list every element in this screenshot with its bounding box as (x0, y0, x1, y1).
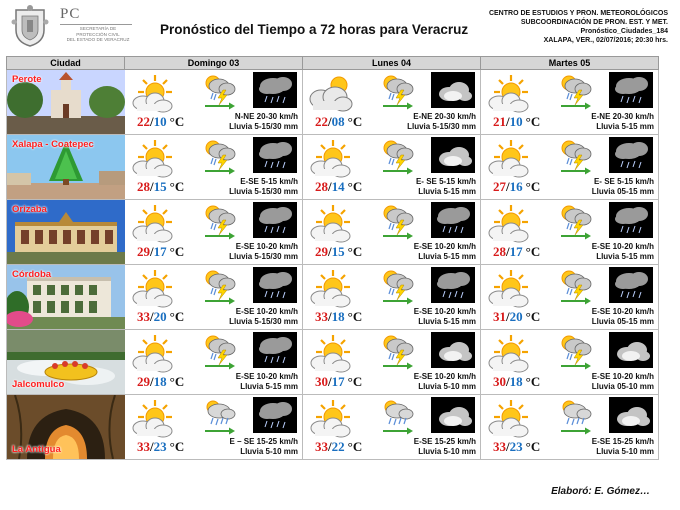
temp-separator: / (150, 244, 154, 259)
city-name: Jalcomulco (12, 379, 65, 390)
forecast-cell (303, 330, 481, 395)
temp-unit: °C (347, 439, 363, 454)
temperature (315, 114, 362, 130)
wind-text: E-NE 20-30 km/h (413, 112, 476, 121)
temp-unit: °C (169, 244, 185, 259)
temp-min: 15 (331, 244, 345, 259)
partly-cloudy-icon (485, 398, 533, 440)
night-rain-icon (253, 137, 297, 173)
temp-max: 29 (137, 244, 150, 259)
partly-cloudy-icon (485, 73, 533, 115)
temperature (315, 374, 362, 390)
forecast-cell (125, 330, 303, 395)
partly-cloudy-icon (485, 203, 533, 245)
night-cloudy-icon (609, 332, 653, 368)
wind-text: E-SE 10-20 km/h (591, 307, 654, 316)
city-name: Córdoba (12, 269, 52, 280)
temperature (137, 374, 184, 390)
forecast-cell (481, 330, 659, 395)
storm-wind-icon (379, 137, 415, 175)
wind-text: E- SE 5-15 km/h (593, 177, 654, 186)
night-rain-icon (431, 202, 475, 238)
forecast-cell (125, 265, 303, 330)
temp-max: 28 (493, 244, 506, 259)
forecast-cell (481, 395, 659, 460)
storm-wind-icon (379, 267, 415, 305)
rain-wind-icon (557, 397, 593, 435)
temp-max: 28 (315, 179, 328, 194)
temperature (493, 179, 540, 195)
temperature (137, 179, 184, 195)
partly-cloudy-icon (129, 138, 177, 180)
temp-unit: °C (525, 309, 541, 324)
temperature (493, 244, 540, 260)
storm-wind-icon (201, 137, 237, 175)
wind-text: E- SE 5-15 km/h (415, 177, 476, 186)
rain-wind-icon (379, 397, 415, 435)
wind-text: E-SE 10-20 km/h (591, 372, 654, 381)
temp-unit: °C (347, 244, 363, 259)
rain-text: Lluvia 5-15 mm (596, 122, 654, 131)
temp-unit: °C (525, 179, 541, 194)
storm-wind-icon (379, 332, 415, 370)
wind-text: E-SE 15-25 km/h (591, 437, 654, 446)
temp-min: 23 (509, 439, 523, 454)
temp-unit: °C (347, 374, 363, 389)
rain-text: Lluvia 5-15 mm (418, 317, 476, 326)
column-header-day: Martes 05 (481, 57, 659, 70)
temp-min: 15 (153, 179, 167, 194)
temp-separator: / (506, 244, 510, 259)
temperature (137, 244, 184, 260)
storm-wind-icon (201, 202, 237, 240)
wind-text: E-SE 10-20 km/h (413, 307, 476, 316)
temp-min: 14 (331, 179, 345, 194)
storm-wind-icon (557, 72, 593, 110)
temperature (493, 374, 540, 390)
partly-cloudy-icon (307, 138, 355, 180)
temp-separator: / (150, 179, 154, 194)
night-rain-icon (609, 137, 653, 173)
forecast-cell (303, 200, 481, 265)
city-row (7, 135, 659, 200)
temp-separator: / (328, 439, 332, 454)
temp-max: 30 (315, 374, 328, 389)
city-row (7, 200, 659, 265)
temp-separator: / (506, 439, 510, 454)
column-header-day: Lunes 04 (303, 57, 481, 70)
forecast-cell (481, 135, 659, 200)
rain-text: Lluvia 5-15/30 mm (229, 122, 298, 131)
temp-separator: / (506, 309, 510, 324)
storm-wind-icon (557, 202, 593, 240)
institution-line: Pronóstico_Ciudades_184 (580, 28, 668, 35)
night-rain-icon (609, 72, 653, 108)
night-cloudy-icon (431, 397, 475, 433)
org-name: SECRETARÍA DE PROTECCIÓN CIVIL DEL ESTADO DE VERACRUZ (66, 26, 130, 42)
night-rain-icon (253, 332, 297, 368)
temperature (315, 309, 362, 325)
city-cell (7, 395, 125, 460)
partly-cloudy-icon (129, 398, 177, 440)
wind-text: E-SE 15-25 km/h (413, 437, 476, 446)
institution-line: SUBCOORDINACIÓN DE PRON. EST. Y MET. (520, 19, 668, 26)
city-row (7, 70, 659, 135)
institution-block (489, 9, 668, 45)
forecast-cell (125, 135, 303, 200)
forecast-cell (481, 200, 659, 265)
city-name: Xalapa - Coatepec (12, 139, 94, 150)
rain-text: Lluvia 5-15/30 mm (407, 122, 476, 131)
forecast-cell (125, 395, 303, 460)
temp-min: 16 (509, 179, 523, 194)
night-cloudy-icon (431, 137, 475, 173)
night-rain-icon (253, 202, 297, 238)
night-cloudy-icon (431, 332, 475, 368)
temp-max: 22 (137, 114, 150, 129)
wind-text: N-NE 20-30 km/h (234, 112, 298, 121)
rain-text: Lluvia 05-15 mm (591, 317, 654, 326)
partly-cloudy-icon (129, 268, 177, 310)
temp-max: 29 (137, 374, 150, 389)
temp-max: 28 (137, 179, 150, 194)
temp-unit: °C (169, 179, 185, 194)
storm-wind-icon (557, 267, 593, 305)
logo-text: PC (60, 6, 81, 22)
city-cell (7, 330, 125, 395)
column-header-day: Domingo 03 (125, 57, 303, 70)
temp-max: 31 (493, 309, 506, 324)
temp-min: 10 (153, 114, 167, 129)
logo-divider (60, 24, 132, 25)
temperature (315, 179, 362, 195)
institution-line: XALAPA, VER., 02/07/2016; 20:30 hrs. (543, 37, 668, 44)
city-row (7, 395, 659, 460)
rain-text: Lluvia 5-10 mm (418, 382, 476, 391)
night-rain-icon (253, 72, 297, 108)
temp-unit: °C (169, 374, 185, 389)
temperature (315, 244, 362, 260)
night-rain-icon (431, 267, 475, 303)
storm-wind-icon (557, 137, 593, 175)
rain-text: Lluvia 5-15/30 mm (229, 252, 298, 261)
partly-cloudy-icon (129, 73, 177, 115)
temp-separator: / (506, 179, 510, 194)
city-cell (7, 70, 125, 135)
rain-text: Lluvia 5-15 mm (240, 382, 298, 391)
temp-max: 33 (315, 439, 328, 454)
partly-cloudy-icon (485, 268, 533, 310)
forecast-cell (303, 70, 481, 135)
temperature (137, 439, 184, 455)
city-name: La Antigua (12, 444, 61, 455)
temp-separator: / (506, 114, 510, 129)
forecast-cell (481, 70, 659, 135)
temperature (315, 439, 362, 455)
institution-line: CENTRO DE ESTUDIOS Y PRON. METEOROLÓGICOS (488, 10, 668, 17)
city-row (7, 330, 659, 395)
storm-wind-icon (201, 72, 237, 110)
temp-max: 27 (493, 179, 506, 194)
temp-min: 18 (331, 309, 345, 324)
temp-separator: / (506, 374, 510, 389)
temp-min: 10 (509, 114, 523, 129)
temperature (493, 309, 540, 325)
temp-min: 17 (509, 244, 523, 259)
temp-unit: °C (169, 309, 185, 324)
city-name: Orizaba (12, 204, 47, 215)
partly-cloudy-icon (485, 333, 533, 375)
night-cloudy-icon (431, 72, 475, 108)
temp-unit: °C (347, 114, 363, 129)
temp-separator: / (328, 179, 332, 194)
temp-unit: °C (347, 179, 363, 194)
night-rain-icon (609, 202, 653, 238)
temp-max: 33 (315, 309, 328, 324)
temp-separator: / (328, 114, 332, 129)
wind-text: E-NE 20-30 km/h (591, 112, 654, 121)
temp-unit: °C (525, 114, 541, 129)
rain-text: Lluvia 5-15 mm (418, 187, 476, 196)
temp-min: 17 (153, 244, 167, 259)
forecast-cell (303, 135, 481, 200)
temp-max: 21 (493, 114, 506, 129)
wind-text: E – SE 15-25 km/h (229, 437, 298, 446)
forecast-cell (125, 70, 303, 135)
forecast-cell (481, 265, 659, 330)
temp-min: 18 (509, 374, 523, 389)
partly-cloudy-icon (129, 333, 177, 375)
temp-min: 23 (153, 439, 167, 454)
partly-cloudy-icon (307, 333, 355, 375)
wind-text: E-SE 10-20 km/h (235, 372, 298, 381)
temp-min: 20 (153, 309, 167, 324)
temperature (493, 439, 540, 455)
rain-text: Lluvia 5-15 mm (418, 252, 476, 261)
temp-max: 29 (315, 244, 328, 259)
night-rain-icon (253, 397, 297, 433)
wind-text: E-SE 10-20 km/h (413, 372, 476, 381)
temp-max: 33 (493, 439, 506, 454)
storm-wind-icon (379, 72, 415, 110)
temp-unit: °C (525, 374, 541, 389)
veracruz-shield-logo (10, 4, 50, 48)
temp-max: 30 (493, 374, 506, 389)
night-cloudy-icon (609, 397, 653, 433)
temp-unit: °C (525, 244, 541, 259)
partly-cloudy-icon (307, 203, 355, 245)
forecast-cell (303, 265, 481, 330)
column-header-city: Ciudad (7, 57, 125, 70)
temp-min: 22 (331, 439, 345, 454)
wind-text: E-SE 10-20 km/h (413, 242, 476, 251)
temp-unit: °C (169, 439, 185, 454)
partly-cloudy-icon (307, 268, 355, 310)
temp-separator: / (328, 309, 332, 324)
partly-cloudy-icon (485, 138, 533, 180)
partly-cloudy-icon (129, 203, 177, 245)
cloudy-sun-icon (307, 73, 355, 115)
wind-text: E-SE 10-20 km/h (591, 242, 654, 251)
city-name: Perote (12, 74, 42, 85)
wind-text: E-SE 10-20 km/h (235, 242, 298, 251)
temp-separator: / (150, 374, 154, 389)
temperature (137, 309, 184, 325)
city-row (7, 265, 659, 330)
storm-wind-icon (379, 202, 415, 240)
wind-text: E-SE 10-20 km/h (235, 307, 298, 316)
rain-text: Lluvia 5-15/30 mm (229, 187, 298, 196)
temp-unit: °C (169, 114, 185, 129)
forecast-cell (125, 200, 303, 265)
rain-text: Lluvia 5-15 mm (596, 252, 654, 261)
temp-max: 33 (137, 439, 150, 454)
temp-separator: / (328, 244, 332, 259)
temp-max: 33 (137, 309, 150, 324)
forecast-table (6, 56, 659, 460)
city-cell (7, 265, 125, 330)
temp-max: 22 (315, 114, 328, 129)
city-cell (7, 200, 125, 265)
forecast-cell (303, 395, 481, 460)
temp-unit: °C (525, 439, 541, 454)
rain-text: Lluvia 05-10 mm (591, 382, 654, 391)
rain-text: Lluvia 5-10 mm (240, 447, 298, 456)
temp-separator: / (328, 374, 332, 389)
night-rain-icon (609, 267, 653, 303)
temp-separator: / (150, 114, 154, 129)
temperature (493, 114, 540, 130)
author-credit: Elaboró: E. Gómez… (551, 486, 650, 497)
storm-wind-icon (201, 267, 237, 305)
storm-wind-icon (557, 332, 593, 370)
wind-text: E-SE 5-15 km/h (240, 177, 298, 186)
rain-text: Lluvia 5-10 mm (596, 447, 654, 456)
rain-text: Lluvia 5-10 mm (418, 447, 476, 456)
temp-separator: / (150, 309, 154, 324)
temperature (137, 114, 184, 130)
temp-min: 20 (509, 309, 523, 324)
temp-unit: °C (347, 309, 363, 324)
temp-min: 18 (153, 374, 167, 389)
rain-wind-icon (201, 397, 237, 435)
partly-cloudy-icon (307, 398, 355, 440)
city-cell (7, 135, 125, 200)
temp-min: 17 (331, 374, 345, 389)
storm-wind-icon (201, 332, 237, 370)
page-title: Pronóstico del Tiempo a 72 horas para Veracruz (160, 22, 469, 37)
rain-text: Lluvia 05-15 mm (591, 187, 654, 196)
night-rain-icon (253, 267, 297, 303)
rain-text: Lluvia 5-15/30 mm (229, 317, 298, 326)
temp-separator: / (150, 439, 154, 454)
temp-min: 08 (331, 114, 345, 129)
